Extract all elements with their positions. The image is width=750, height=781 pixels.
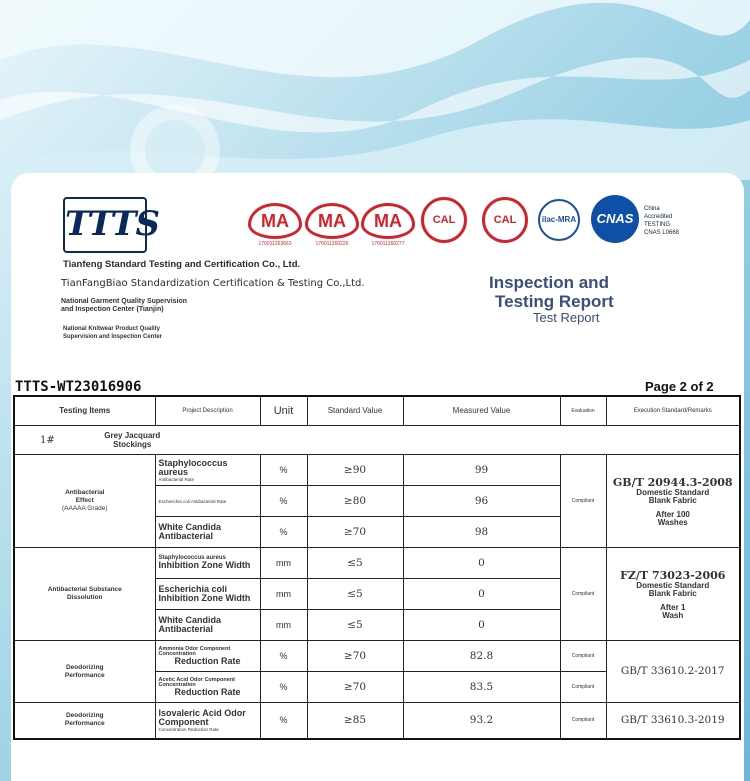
table-row: Deodorizing Performance Isovaleric Acid Odor Component Concentration Reduction Rate % ≥85 93.2 Compliant GB/T 33610.3-2019 — [14, 703, 740, 739]
table-header-row — [14, 396, 740, 426]
table-row: Antibacterial Effect (AAAAA Grade) Staphylococcus aureus Antibacterial Rate % ≥90 99 Compliant GB/T 20944.3-2008 Domestic Standard Blank Fabric After 100 Washes — [14, 455, 740, 486]
cal-badge-2 — [482, 197, 528, 243]
report-number: TTTS-WT23016906 — [15, 379, 142, 395]
execution-antibacterial: GB/T 20944.3-2008 Domestic Standard Blank Fabric After 100 Washes — [606, 455, 740, 548]
header-evaluation: Evaluation — [560, 396, 606, 426]
table-row: Escherichia coli Antibacterial Rate % ≥80 96 — [14, 486, 740, 517]
cal-icon: CAL — [421, 197, 467, 243]
lab-name: Tianfeng Standard Testing and Certification Co., Ltd. — [63, 259, 301, 270]
supervision-center-1: National Garment Quality Supervision and Inspection Center (Tianjin) — [61, 298, 188, 313]
header-measured: Measured Value — [403, 396, 560, 426]
sample-number: 1# — [40, 434, 55, 446]
ilac-icon: ilac-MRA — [538, 199, 580, 241]
table-row: Escherichia coli Inhibition Zone Width mm ≤5 0 — [14, 579, 740, 610]
cnas-badge — [591, 195, 639, 243]
lab-name-secondary: TianFangBiao Standardization Certification & Testing Co.,Ltd. — [61, 278, 365, 289]
table-row: Acetic Acid Odor Component Concentration Reduction Rate % ≥70 83.5 Compliant — [14, 672, 740, 703]
evaluation-dissolution: Compliant — [560, 548, 606, 641]
table-row: White Candida Antibacterial mm ≤5 0 — [14, 610, 740, 641]
sample-name: Grey Jacquard Stockings — [104, 431, 161, 449]
execution-deodorizing-1: GB/T 33610.2-2017 — [606, 641, 740, 703]
category-deodorizing-1: Deodorizing Performance — [14, 641, 155, 703]
header-project: Project Description — [155, 396, 260, 426]
report-title-line-3: Test Report — [533, 310, 600, 325]
ilac-mra-badge — [538, 199, 580, 241]
cal-icon: CAL — [482, 197, 528, 243]
results-table — [13, 395, 741, 740]
supervision-center-2: National Knitwear Product Quality Supervision and Inspection Center — [63, 326, 163, 340]
header-unit: Unit — [260, 396, 307, 426]
ttts-logo: TTTS — [63, 197, 147, 253]
header-standard: Standard Value — [307, 396, 403, 426]
report-sheet — [11, 173, 744, 781]
execution-dissolution: FZ/T 73023-2006 Domestic Standard Blank Fabric After 1 Wash — [606, 548, 740, 641]
category-deodorizing-2: Deodorizing Performance — [14, 703, 155, 739]
sample-row — [14, 426, 740, 455]
report-title-line-2: Testing Report — [495, 292, 614, 311]
report-title-line-1: Inspection and — [489, 273, 609, 292]
table-row: Antibacterial Substance Dissolution Staphylococcus aureus Inhibition Zone Width mm ≤5 0 Compliant FZ/T 73023-2006 Domestic Standard Blank Fabric After 1 Wash — [14, 548, 740, 579]
table-row: Deodorizing Performance Ammonia Odor Component Concentration Reduction Rate % ≥70 82.8 Compliant GB/T 33610.2-2017 — [14, 641, 740, 672]
cma-badge-2: MA 170011260226 — [305, 203, 359, 247]
page-indicator: Page 2 of 2 — [645, 379, 714, 394]
table-row: White Candida Antibacterial % ≥70 98 — [14, 517, 740, 548]
cma-badge-3: MA 170011260277 — [361, 203, 415, 247]
cnas-icon: CNAS — [591, 195, 639, 243]
cnas-side-text: China Accredited TESTING CNAS L0668 — [644, 206, 680, 236]
cal-badge-1 — [421, 197, 467, 243]
evaluation-antibacterial: Compliant — [560, 455, 606, 548]
header-execution: Execution Standard/Remarks — [606, 396, 740, 426]
header-testing-items: Testing Items — [14, 396, 155, 426]
category-dissolution: Antibacterial Substance Dissolution — [14, 548, 155, 641]
execution-deodorizing-2: GB/T 33610.3-2019 — [606, 703, 740, 739]
cma-badge-1: MA 170011263663 — [248, 203, 302, 247]
category-antibacterial: Antibacterial Effect (AAAAA Grade) — [14, 455, 155, 548]
